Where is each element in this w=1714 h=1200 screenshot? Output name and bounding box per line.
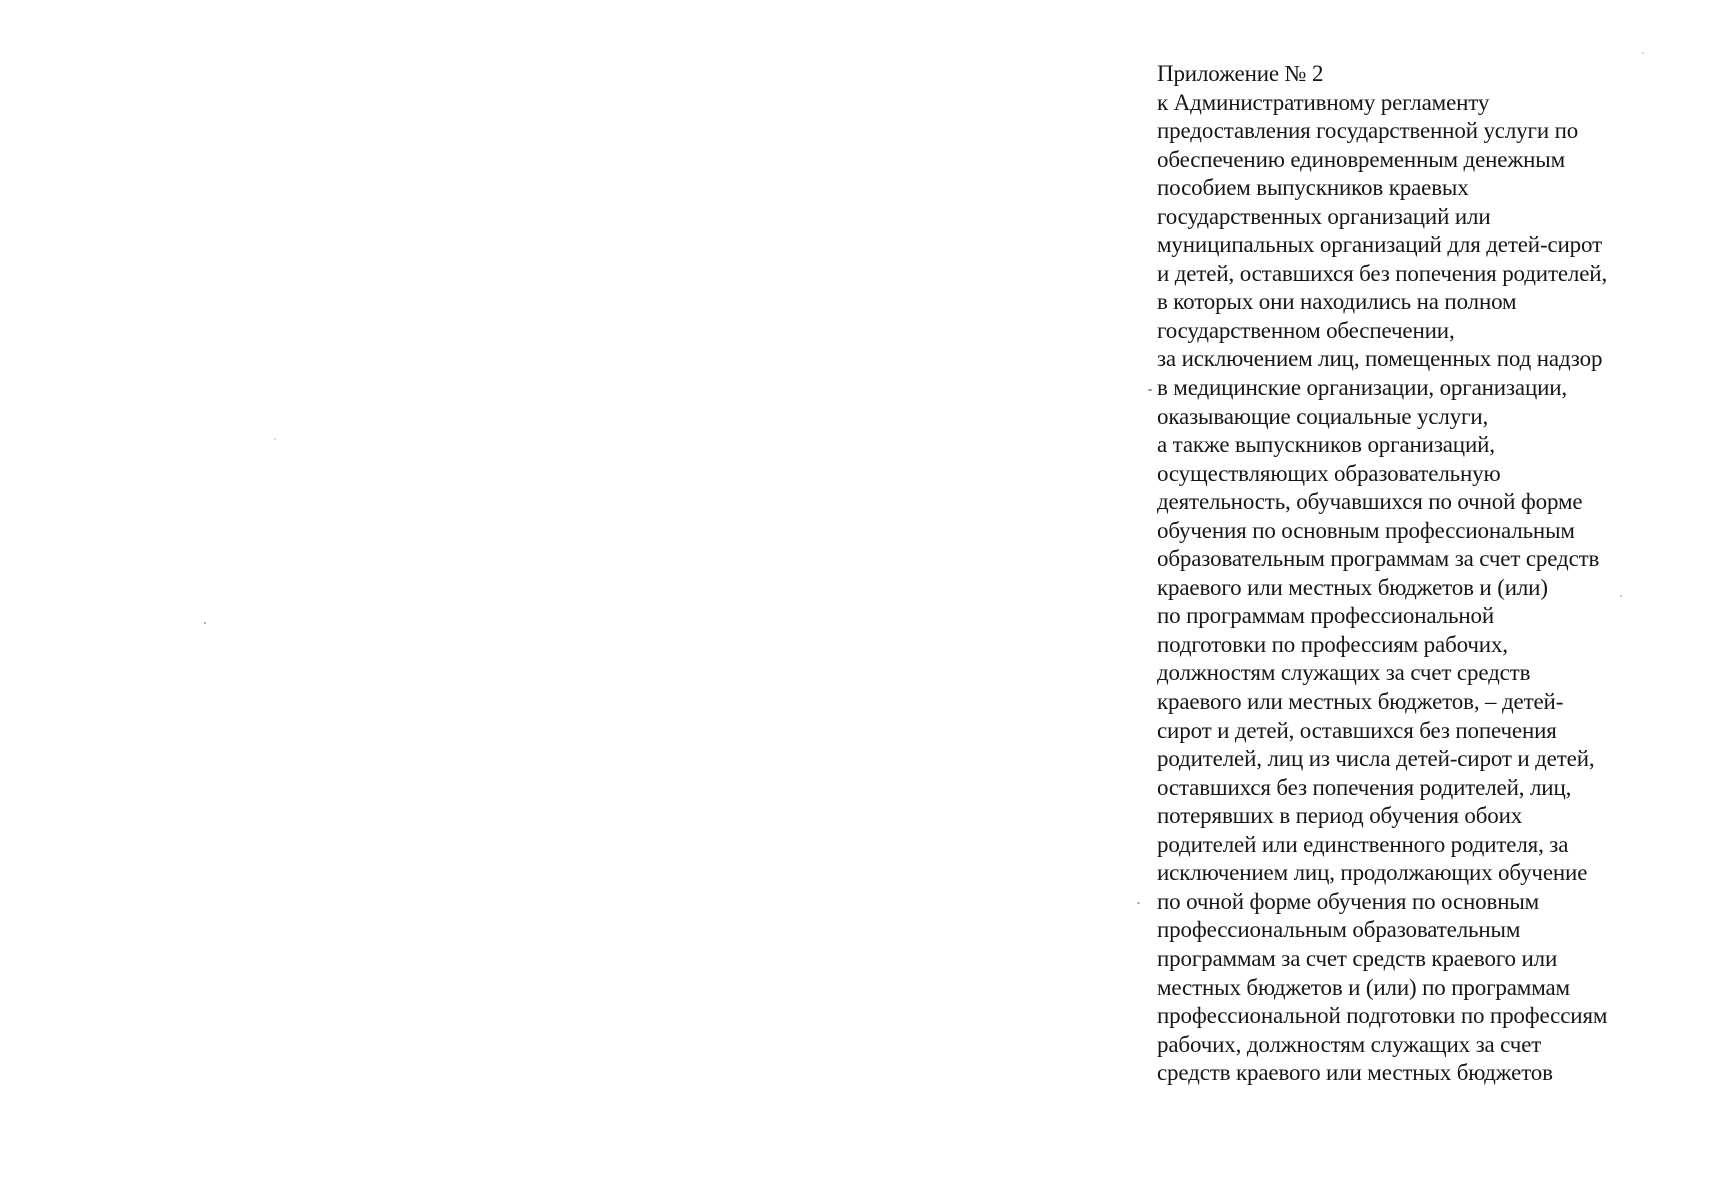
appendix-title: Приложение № 2 xyxy=(1157,61,1324,86)
appendix-text-line: государственных организаций или xyxy=(1157,203,1491,229)
appendix-text-line: обеспечению единовременным денежным xyxy=(1157,146,1565,172)
appendix-text-line: за исключением лиц, помещенных под надзор xyxy=(1157,346,1603,372)
appendix-text-line: в медицинские организации, организации, xyxy=(1157,375,1568,401)
appendix-text-line: образовательным программам за счет средств xyxy=(1157,546,1600,572)
appendix-text-line: исключением лиц, продолжающих обучение xyxy=(1157,860,1588,886)
appendix-text-line: и детей, оставшихся без попечения родителей, xyxy=(1157,260,1608,286)
appendix-text-line: профессиональным образовательным xyxy=(1157,917,1521,943)
appendix-text-line: оставшихся без попечения родителей, лиц, xyxy=(1157,774,1572,800)
appendix-text-line: потерявших в период обучения обоих xyxy=(1157,803,1523,829)
appendix-text-line: подготовки по профессиям рабочих, xyxy=(1157,631,1508,657)
appendix-text-line: оказывающие социальные услуги, xyxy=(1157,403,1489,429)
appendix-text-line: краевого или местных бюджетов и (или) xyxy=(1157,574,1548,600)
scan-speck xyxy=(1137,902,1140,904)
appendix-text-line: обучения по основным профессиональным xyxy=(1157,517,1575,543)
appendix-text-line: родителей или единственного родителя, за xyxy=(1157,831,1569,857)
appendix-text-line: предоставления государственной услуги по xyxy=(1157,118,1579,144)
appendix-text-line: пособием выпускников краевых xyxy=(1157,175,1469,201)
appendix-text-line: к Административному регламенту xyxy=(1157,89,1490,115)
scan-speck xyxy=(204,622,206,624)
appendix-text-line: а также выпускников организаций, xyxy=(1157,432,1495,458)
appendix-text-line: по очной форме обучения по основным xyxy=(1157,888,1540,914)
appendix-text-line: в которых они находились на полном xyxy=(1157,289,1517,315)
appendix-text-line: родителей, лиц из числа детей-сирот и детей, xyxy=(1157,746,1595,772)
appendix-text-line: по программам профессиональной xyxy=(1157,603,1494,629)
appendix-text-line: осуществляющих образовательную xyxy=(1157,460,1501,486)
appendix-text-line: программам за счет средств краевого или xyxy=(1157,945,1558,971)
appendix-text-line: сирот и детей, оставшихся без попечения xyxy=(1157,717,1557,743)
scan-speck xyxy=(1148,389,1152,391)
appendix-text-line: деятельность, обучавшихся по очной форме xyxy=(1157,489,1583,515)
appendix-text-line: краевого или местных бюджетов, – детей- xyxy=(1157,689,1564,715)
appendix-text-line: местных бюджетов и (или) по программам xyxy=(1157,974,1570,1000)
appendix-text-line: муниципальных организаций для детей-сирот xyxy=(1157,232,1602,258)
appendix-text-line: профессиональной подготовки по профессиям xyxy=(1157,1003,1608,1029)
scan-speck xyxy=(274,438,276,440)
appendix-text-line: должностям служащих за счет средств xyxy=(1157,660,1531,686)
appendix-text-line: государственном обеспечении, xyxy=(1157,317,1455,343)
appendix-header-block xyxy=(1157,60,1677,1088)
scan-speck xyxy=(1642,52,1644,54)
appendix-text-line: средств краевого или местных бюджетов xyxy=(1157,1060,1553,1086)
appendix-text-line: рабочих, должностям служащих за счет xyxy=(1157,1031,1542,1057)
